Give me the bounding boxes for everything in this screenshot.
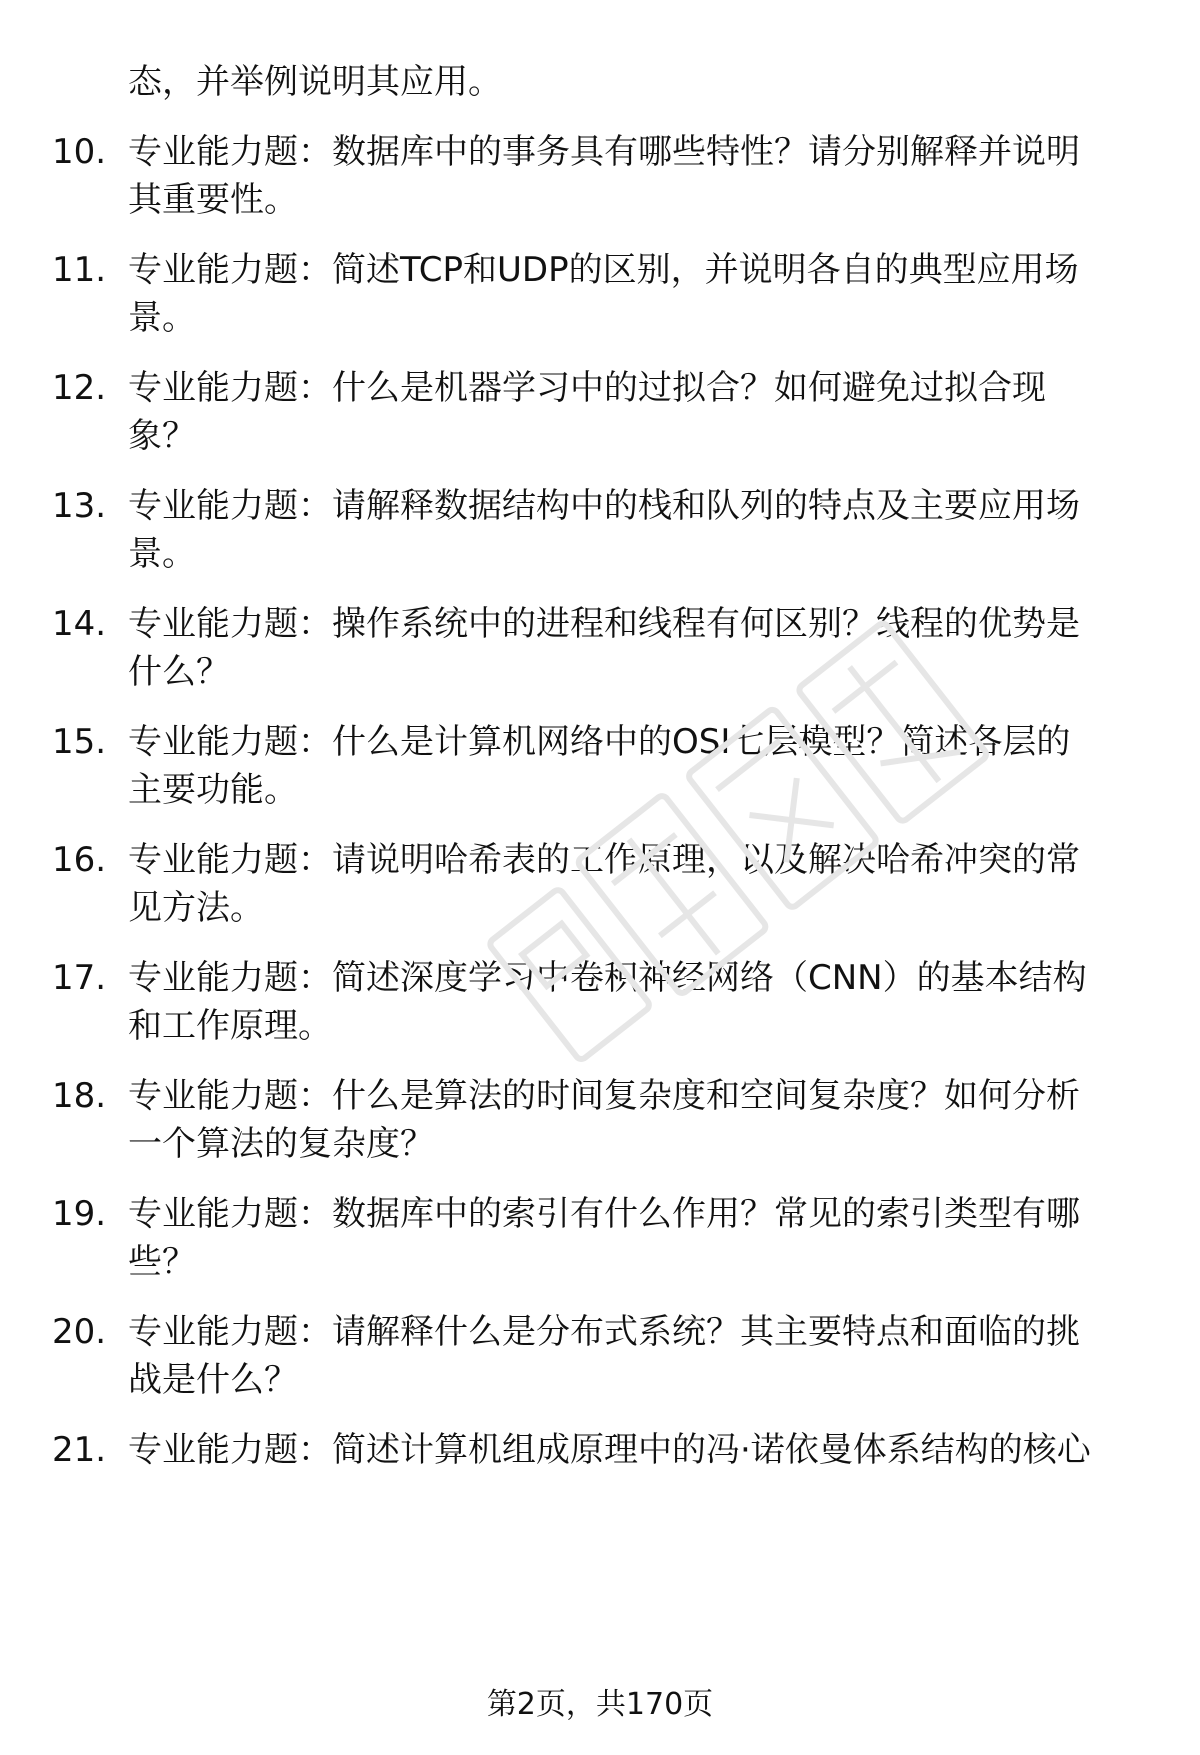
item-number: 20. [52,1312,107,1352]
item-line: 专业能力题：请说明哈希表的工作原理，以及解决哈希冲突的常 [128,840,1080,880]
item-line: 专业能力题：请解释什么是分布式系统？其主要特点和面临的挑 [128,1312,1080,1352]
item-text [128,364,1148,460]
item-line: 专业能力题：什么是机器学习中的过拟合？如何避免过拟合现 [128,368,1046,408]
item-line: 专业能力题：简述计算机组成原理中的冯·诺依曼体系结构的核心 [128,1430,1091,1470]
item-text [128,246,1148,342]
item-number: 16. [52,840,107,880]
item-line: 主要功能。 [128,770,298,810]
item-line: 专业能力题：操作系统中的进程和线程有何区别？线程的优势是 [128,604,1080,644]
item-text [128,1072,1148,1168]
continuation-text: 态，并举例说明其应用。 [128,62,502,102]
item-line: 见方法。 [128,888,264,928]
item-line: 专业能力题：简述TCP和UDP的区别，并说明各自的典型应用场 [128,250,1079,290]
item-number: 11. [52,250,107,290]
item-number: 13. [52,486,107,526]
item-line: 专业能力题：数据库中的事务具有哪些特性？请分别解释并说明 [128,132,1080,172]
item-line: 景。 [128,298,196,338]
item-number: 14. [52,604,107,644]
item-line: 象？ [128,416,196,456]
item-text [128,600,1148,696]
item-number: 17. [52,958,107,998]
item-number: 21. [52,1430,107,1470]
item-text [128,1190,1148,1286]
item-text [128,482,1148,578]
page-footer: 第2页，共170页 [486,1687,714,1722]
item-text [128,1308,1148,1404]
item-line: 些？ [128,1242,196,1282]
item-text [128,718,1148,814]
item-number: 15. [52,722,107,762]
item-text [128,836,1148,932]
item-number: 18. [52,1076,107,1116]
item-line: 战是什么？ [128,1360,298,1400]
item-number: 12. [52,368,107,408]
item-line: 专业能力题：请解释数据结构中的栈和队列的特点及主要应用场 [128,486,1080,526]
item-line: 和工作原理。 [128,1006,332,1046]
item-line: 其重要性。 [128,180,298,220]
item-number: 19. [52,1194,107,1234]
item-text [128,128,1148,224]
item-line: 专业能力题：数据库中的索引有什么作用？常见的索引类型有哪 [128,1194,1080,1234]
item-line: 什么？ [128,652,230,692]
item-text [128,1426,1148,1474]
item-line: 专业能力题：简述深度学习中卷积神经网络（CNN）的基本结构 [128,958,1087,998]
item-line: 专业能力题：什么是计算机网络中的OSI七层模型？简述各层的 [128,722,1071,762]
item-line: 一个算法的复杂度？ [128,1124,434,1164]
item-line: 景。 [128,534,196,574]
item-text [128,954,1148,1050]
item-number: 10. [52,132,107,172]
item-line: 专业能力题：什么是算法的时间复杂度和空间复杂度？如何分析 [128,1076,1080,1116]
